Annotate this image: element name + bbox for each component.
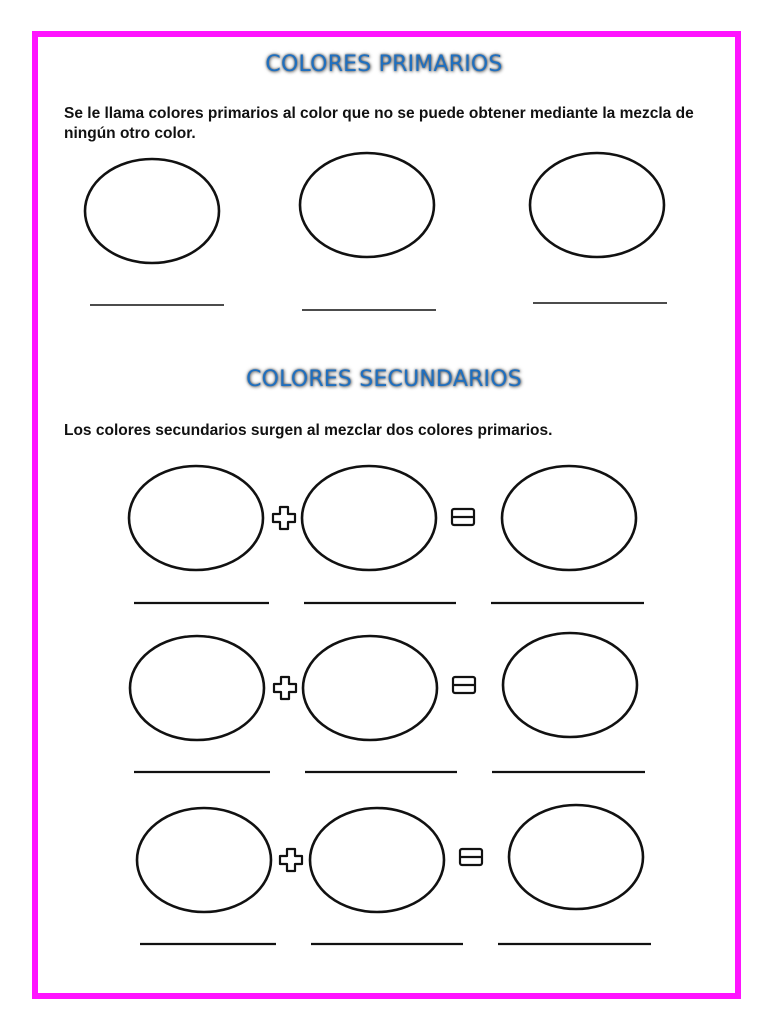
row2-circle-result[interactable] — [503, 633, 637, 737]
secondary-row-2 — [130, 633, 645, 772]
primary-circle-2[interactable] — [300, 153, 434, 257]
row3-circle-result[interactable] — [509, 805, 643, 909]
row1-circle-result[interactable] — [502, 466, 636, 570]
row3-circle-b[interactable] — [310, 808, 444, 912]
secondary-row-3 — [137, 805, 651, 944]
plus-icon — [273, 507, 295, 529]
row1-circle-a[interactable] — [129, 466, 263, 570]
secundarios-description: Los colores secundarios surgen al mezclar dos colores primarios. — [64, 422, 553, 439]
plus-icon — [274, 677, 296, 699]
equals-icon — [452, 509, 474, 525]
equals-icon — [460, 849, 482, 865]
primary-circle-1[interactable] — [85, 159, 219, 263]
primarios-title: COLORES PRIMARIOS — [265, 52, 503, 77]
secondary-row-1 — [129, 466, 644, 603]
row1-circle-b[interactable] — [302, 466, 436, 570]
row2-circle-a[interactable] — [130, 636, 264, 740]
secundarios-title: COLORES SECUNDARIOS — [246, 367, 522, 392]
primary-circle-3[interactable] — [530, 153, 664, 257]
row2-circle-b[interactable] — [303, 636, 437, 740]
equals-icon — [453, 677, 475, 693]
plus-icon — [280, 849, 302, 871]
row3-circle-a[interactable] — [137, 808, 271, 912]
primarios-description: Se le llama colores primarios al color que no se puede obtener mediante la mezcla de ningún otro color. — [64, 105, 694, 142]
